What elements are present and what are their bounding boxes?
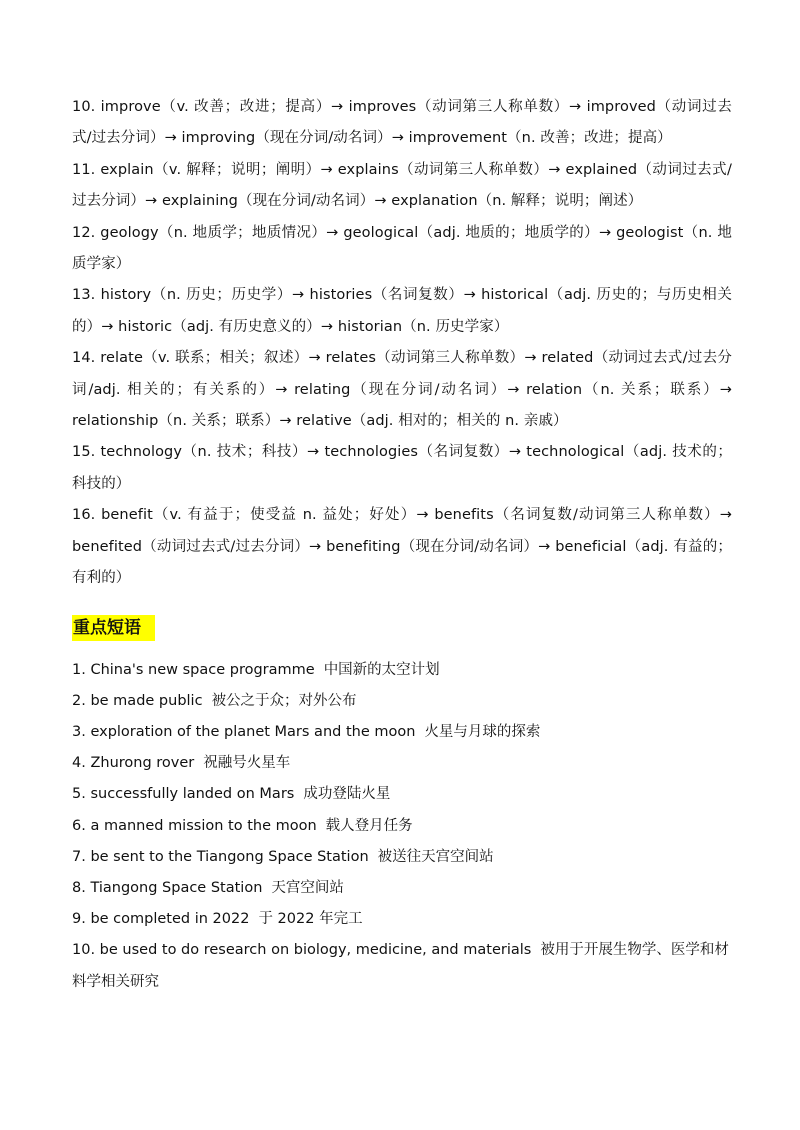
phrase-item [72, 655, 732, 686]
word-entry-improve: 10. improve（v. 改善；改进；提高）→ improves（动词第三人称单数）→ improved（动词过去式/过去分词）→ improving（现在分词/动名词）→ improvement（n. 改善；改进；提高） [72, 99, 732, 147]
phrase-english: 4. Zhurong rover [72, 755, 195, 772]
phrase-chinese: 被用于开展生物学、医学和材料学相关研究 [72, 942, 729, 990]
word-entry-history: 13. history（n. 历史；历史学）→ histories（名词复数）→ historical（adj. 历史的；与历史相关的）→ historic（adj. 有历史意义的）→ historian（n. 历史学家） [72, 287, 732, 335]
word-entry-explain: 11. explain（v. 解释；说明；阐明）→ explains（动词第三人称单数）→ explained（动词过去式/过去分词）→ explaining（现在分词/动名词）→ explanation（n. 解释；说明；阐述） [72, 161, 732, 210]
phrase-english: 5. successfully landed on Mars [72, 786, 295, 803]
phrase-item [72, 842, 732, 873]
phrase-item [72, 779, 732, 810]
phrase-english: 6. a manned mission to the moon [72, 817, 317, 834]
phrase-chinese: 于 2022 年完工 [258, 911, 363, 928]
phrase-chinese: 载人登月任务 [325, 817, 413, 834]
key-phrases-heading: 重点短语 [72, 615, 155, 641]
phrase-chinese: 火星与月球的探索 [424, 723, 541, 740]
phrase-chinese: 成功登陆火星 [303, 786, 391, 803]
phrase-item [72, 748, 732, 779]
phrase-english: 3. exploration of the planet Mars and the moon [72, 723, 416, 740]
phrase-chinese: 祝融号火星车 [203, 755, 291, 772]
phrase-item [72, 873, 732, 904]
phrase-english: 8. Tiangong Space Station [72, 879, 263, 896]
word-entry-technology: 15. technology（n. 技术；科技）→ technologies（名词复数）→ technological（adj. 技术的；科技的） [72, 444, 732, 492]
word-entry-geology: 12. geology（n. 地质学；地质情况）→ geological（adj. 地质的；地质学的）→ geologist（n. 地质学家） [72, 224, 732, 273]
phrase-item [72, 811, 732, 842]
phrase-item [72, 904, 732, 935]
word-family-list [72, 92, 732, 595]
phrase-english: 7. be sent to the Tiangong Space Station [72, 848, 369, 865]
phrase-english: 9. be completed in 2022 [72, 911, 250, 928]
phrase-english: 1. China's new space programme [72, 661, 315, 678]
phrase-english: 2. be made public [72, 692, 203, 709]
phrase-item [72, 686, 732, 717]
phrase-chinese: 被公之于众；对外公布 [211, 692, 357, 709]
document-page [72, 92, 732, 998]
phrase-english: 10. be used to do research on biology, medicine, and materials [72, 942, 532, 959]
phrase-item [72, 717, 732, 748]
word-entry-relate: 14. relate（v. 联系；相关；叙述）→ relates（动词第三人称单数）→ related（动词过去式/过去分词/adj. 相关的；有关系的）→ relating（现在分词/动名词）→ relation（n. 关系；联系）→ relationship（n. 关系；联系）→ relative（adj. 相对的；相关的 n. 亲戚） [72, 350, 732, 430]
phrase-chinese: 中国新的太空计划 [323, 661, 440, 678]
word-entry-benefit: 16. benefit（v. 有益于；使受益 n. 益处；好处）→ benefits（名词复数/动词第三人称单数）→ benefited（动词过去式/过去分词）→ benefiting（现在分词/动名词）→ beneficial（adj. 有益的；有利的） [72, 507, 732, 587]
phrase-chinese: 被送往天宫空间站 [377, 848, 494, 865]
phrase-item [72, 935, 732, 997]
phrase-chinese: 天宫空间站 [271, 879, 344, 896]
key-phrase-list [72, 655, 732, 998]
